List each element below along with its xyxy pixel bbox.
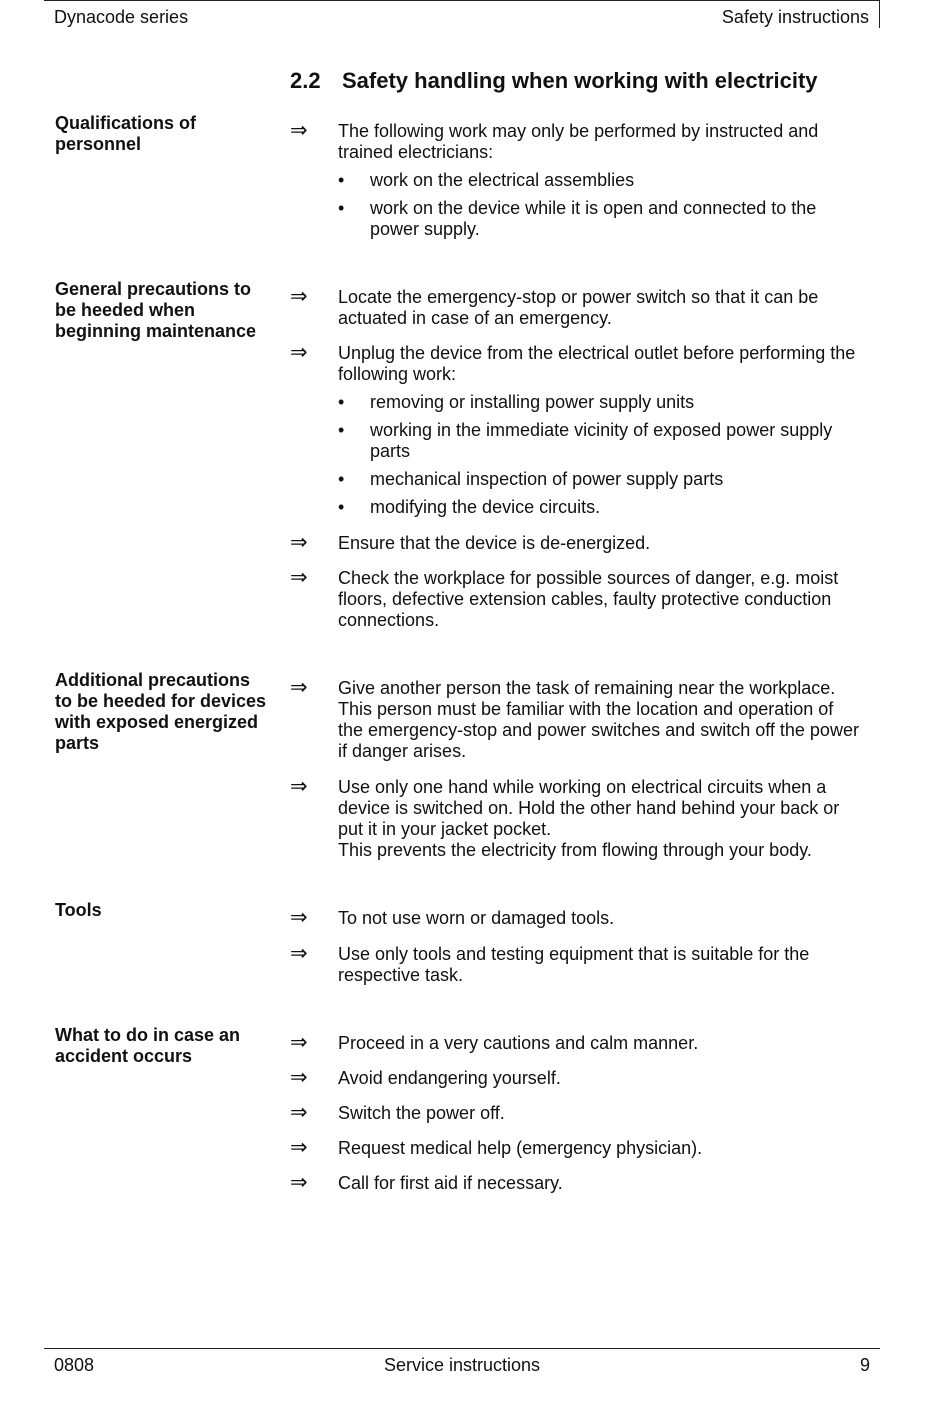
item-text: Locate the emergency-stop or power switch so that it can be actuated in case of an emergency. — [338, 287, 819, 328]
label-accident: What to do in case an accident occurs — [55, 1025, 241, 1066]
item-accident-2 — [290, 1068, 860, 1089]
sub-list — [338, 392, 860, 518]
arrow-icon: ⇒ — [290, 119, 308, 142]
item-accident-5 — [290, 1173, 860, 1194]
item-text: Unplug the device from the electrical outlet before performing the following work: — [338, 343, 856, 384]
label-general-precautions: General precautions to be heeded when beginning maintenance — [55, 279, 257, 341]
bullet-icon: • — [338, 392, 345, 412]
list-item: • work on the electrical assemblies — [338, 170, 635, 190]
bullet-icon: • — [338, 170, 345, 190]
item-text: Request medical help (emergency physician). — [338, 1138, 703, 1158]
item-additional-2 — [290, 777, 860, 861]
header-series: Dynacode series — [54, 7, 189, 27]
page-header — [44, 0, 880, 28]
item-accident-3 — [290, 1103, 860, 1124]
label-tools: Tools — [55, 900, 102, 920]
item-tools-2 — [290, 944, 860, 986]
item-general-2 — [290, 343, 860, 525]
page-footer — [44, 1348, 880, 1379]
item-text: Ensure that the device is de-energized. — [338, 533, 651, 553]
section-number: 2.2 — [290, 68, 321, 93]
label-qualifications: Qualifications of personnel — [55, 113, 197, 154]
arrow-icon: ⇒ — [290, 906, 308, 929]
item-text: To not use worn or damaged tools. — [338, 908, 615, 928]
item-text-extra: This prevents the electricity from flowing through your body. — [338, 840, 812, 860]
arrow-icon: ⇒ — [290, 942, 308, 965]
item-text: Check the workplace for possible sources of danger, e.g. moist floors, defective extension cables, faulty protective conduction connections. — [338, 568, 839, 630]
item-general-3 — [290, 533, 860, 554]
arrow-icon: ⇒ — [290, 531, 308, 554]
bullet-icon: • — [338, 198, 345, 218]
item-text: Give another person the task of remaining near the workplace. This person must be familiar with the location and operation of the emergency-stop and power switches and switch off the power if danger arises. — [338, 678, 859, 761]
sub-list — [338, 170, 860, 240]
footer-date-code: 0808 — [54, 1355, 95, 1375]
item-general-1 — [290, 287, 860, 329]
arrow-icon: ⇒ — [290, 1171, 308, 1194]
arrow-icon: ⇒ — [290, 775, 308, 798]
list-item: • removing or installing power supply units — [338, 392, 695, 412]
page-number: 9 — [859, 1355, 870, 1375]
item-text: Proceed in a very cautions and calm manner. — [338, 1033, 699, 1053]
list-item: • modifying the device circuits. — [338, 497, 601, 517]
item-text: Avoid endangering yourself. — [338, 1068, 561, 1088]
item-tools-1 — [290, 908, 860, 929]
arrow-icon: ⇒ — [290, 1031, 308, 1054]
item-general-4 — [290, 568, 860, 631]
bullet-icon: • — [338, 469, 345, 489]
bullet-icon: • — [338, 420, 345, 440]
list-item: • work on the device while it is open and connected to the power supply. — [338, 198, 817, 239]
arrow-icon: ⇒ — [290, 676, 308, 699]
arrow-icon: ⇒ — [290, 1101, 308, 1124]
arrow-icon: ⇒ — [290, 1066, 308, 1089]
section-heading: Safety handling when working with electricity — [342, 68, 818, 93]
list-item: • mechanical inspection of power supply parts — [338, 469, 724, 489]
item-accident-1 — [290, 1033, 860, 1054]
footer-document-title: Service instructions — [383, 1355, 541, 1375]
item-text: Use only one hand while working on electrical circuits when a device is switched on. Hold the other hand behind your back or put it in your jacket pocket. — [338, 777, 840, 839]
item-text: The following work may only be performed by instructed and trained electricians: — [338, 121, 819, 162]
arrow-icon: ⇒ — [290, 566, 308, 589]
item-qualifications-1 — [290, 121, 860, 247]
item-text: Call for first aid if necessary. — [338, 1173, 563, 1193]
bullet-icon: • — [338, 497, 345, 517]
item-additional-1 — [290, 678, 860, 762]
header-chapter: Safety instructions — [721, 7, 869, 27]
list-item: • working in the immediate vicinity of exposed power supply parts — [338, 420, 833, 461]
item-text: Use only tools and testing equipment that is suitable for the respective task. — [338, 944, 810, 985]
arrow-icon: ⇒ — [290, 341, 308, 364]
item-text: Switch the power off. — [338, 1103, 505, 1123]
label-additional-precautions: Additional precautions to be heeded for devices with exposed energized parts — [55, 670, 267, 753]
arrow-icon: ⇒ — [290, 285, 308, 308]
item-accident-4 — [290, 1138, 860, 1159]
section-title — [290, 68, 818, 94]
arrow-icon: ⇒ — [290, 1136, 308, 1159]
